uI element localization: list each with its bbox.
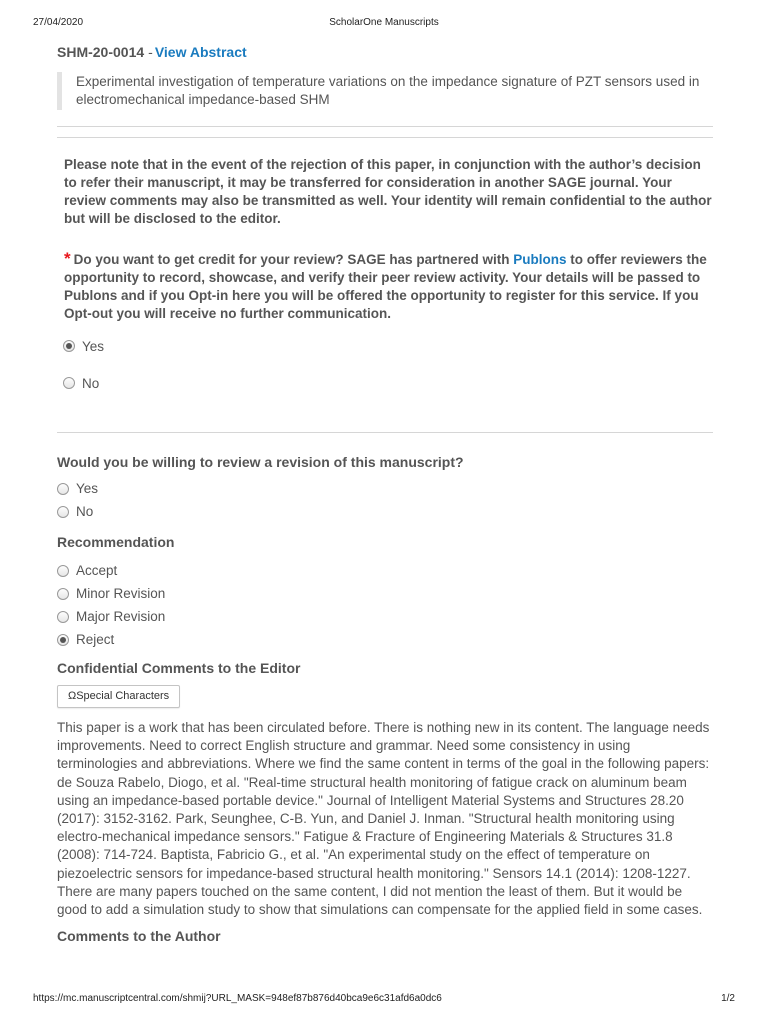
revision-yes-radio[interactable] [57,483,69,495]
manuscript-id: SHM-20-0014 [57,44,145,60]
divider [57,126,713,127]
revision-options [57,477,713,523]
confidential-comments-text[interactable]: This paper is a work that has been circulated before. There is nothing new in its content. The language needs improvements. Need to correct English structure and grammar. Need some consistency in using terminologies and abbreviations. Where we find the same content in terms of the goal in the following papers: de Souza Rabelo, Diogo, et al. "Real-time structural health monitoring of fatigue crack on aluminum beam using an impedance-based portable device." Journal of Intelligent Material Systems and Structures 28.20 (2017): 3152-3162. Park, Seunghee, C-B. Yun, and Daniel J. Inman. "Structural health monitoring using electro-mechanical impedance sensors." Fatigue & Fracture of Engineering Materials & Structures 31.8 (2008): 714-724. Baptista, Fabricio G., et al. "An experimental study on the effect of temperature on piezoelectric sensors for impedance-based structural health monitoring." Sensors 14.1 (2014): 1208-1227. There are many papers touched on the same content, I did not mention the least of them. But it would be good to add a simulation study to show that simulations can compensate for the applied field in some cases. [57,720,710,918]
publons-options [57,337,713,392]
minor-revision-radio[interactable] [57,588,69,600]
publons-option-yes[interactable] [63,337,713,355]
recommendation-option-major-revision[interactable] [57,605,713,628]
publons-yes-label: Yes [82,338,105,354]
publons-option-no[interactable] [63,374,713,392]
author-comments-title: Comments to the Author [57,928,221,945]
major-revision-label: Major Revision [76,609,166,624]
print-footer [33,993,735,1007]
confidential-comments-title: Confidential Comments to the Editor [57,660,301,676]
revision-no-label: No [76,504,94,519]
manuscript-title: Experimental investigation of temperature variations on the impedance signature of PZT sensors used in electromechanical impedance-based SHM [57,72,713,110]
minor-revision-label: Minor Revision [76,586,166,601]
major-revision-radio[interactable] [57,611,69,623]
accept-radio[interactable] [57,565,69,577]
publons-question [57,250,713,323]
manuscript-separator: - [148,44,153,60]
publons-no-radio[interactable] [63,377,75,389]
reject-label: Reject [76,632,115,647]
publons-link[interactable]: Publons [513,252,567,267]
publons-yes-radio[interactable] [63,340,75,352]
revision-question-title: Would you be willing to review a revision of this manuscript? [57,454,464,470]
recommendation-option-reject[interactable] [57,628,713,651]
publons-question-text-end: to offer reviewers the opportunity to record, showcase, and verify their peer review activity. Your details will be passed to Publons and if you Opt-in here you will be offered the opportunity to register for this service. If you Opt-out you will receive no further communication. [64,252,707,321]
required-marker: * [64,249,71,268]
print-date: 27/04/2020 [33,17,84,28]
revision-yes-label: Yes [76,481,99,496]
recommendation-options [57,559,713,651]
recommendation-title: Recommendation [57,534,175,550]
reject-radio[interactable] [57,634,69,646]
publons-no-label: No [82,375,100,391]
accept-label: Accept [76,563,118,578]
recommendation-option-accept[interactable] [57,559,713,582]
publons-question-text-start: Do you want to get credit for your review? SAGE has partnered with [73,252,514,267]
divider [57,432,713,433]
transfer-notice: Please note that in the event of the rejection of this paper, in conjunction with the author’s decision to refer their manuscript, it may be transferred for consideration in another SAGE journal. Your review comments may also be transmitted as well. Your identity will remain confidential to the author but will be disclosed to the editor. [64,157,712,226]
revision-no-radio[interactable] [57,506,69,518]
special-characters-button[interactable]: ΩSpecial Characters [57,685,180,708]
revision-option-yes[interactable] [57,477,713,500]
print-title: ScholarOne Manuscripts [329,17,439,28]
recommendation-option-minor-revision[interactable] [57,582,713,605]
manuscript-header [57,44,713,64]
view-abstract-link[interactable]: View Abstract [154,44,247,60]
print-url: https://mc.manuscriptcentral.com/shmij?URL_MASK=948ef87b876d40bca9e6c31afd6a0dc6 [33,993,442,1004]
revision-option-no[interactable] [57,500,713,523]
divider [57,137,713,138]
review-form [57,44,713,946]
print-header [33,17,735,31]
page-number: 1/2 [721,993,735,1004]
